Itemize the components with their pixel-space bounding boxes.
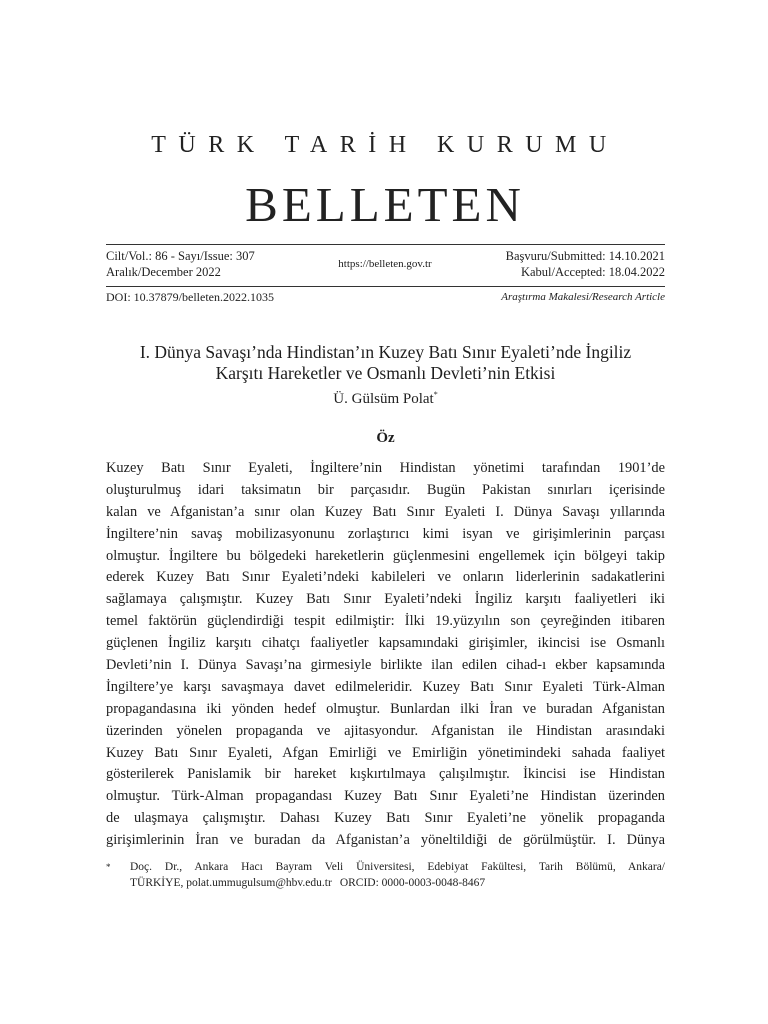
abstract-line: Devleti’nin I. Dünya Savaşı’na girmesiyle birlikte ilan edilen cihad-ı ekber kapsamında: [106, 657, 665, 674]
footnote-mark: *: [106, 862, 111, 872]
abstract-line: girişimlerinin İran ve buradan da Afganistan’a yöneltildiği de görülmüştür. I. Dünya: [106, 832, 665, 849]
submission-dates: [506, 248, 665, 280]
abstract-line: kalan ve Afganistan’a sınır olan Kuzey Batı Sınır Eyaleti I. Dünya Savaşı yıllarında: [106, 503, 665, 520]
accepted-date: Kabul/Accepted: 18.04.2022: [520, 265, 665, 279]
article-type: Araştırma Makalesi/Research Article: [501, 291, 665, 303]
author-footnote: [106, 860, 665, 891]
abstract-heading: Öz: [376, 430, 395, 446]
abstract-line: İngiltere’nin savaş mobilizasyonunu zorlaştırıcı kimi isyan ve girişimlerinin parçası: [106, 525, 665, 542]
author: [106, 390, 665, 408]
abstract-line: olmuştur. İngiltere bu bölgedeki hareketlerin güçlenmesini engellemek için bölgeyi takip: [106, 547, 665, 564]
journal-title: BELLETEN: [245, 177, 525, 232]
abstract-line: propagandasına iki yönden hedef olmuştur. Bunlardan ilki İran ve buradan Afganistan: [106, 700, 665, 717]
footnote-orcid[interactable]: ORCID: 0000-0003-0048-8467: [339, 876, 486, 889]
footnote-email[interactable]: TÜRKİYE, polat.ummugulsum@hbv.edu.tr: [130, 876, 332, 889]
volume-issue: Cilt/Vol.: 86 - Sayı/Issue: 307: [106, 249, 255, 263]
header-bottom-rule: [106, 286, 665, 287]
author-name: Ü. Gülsüm Polat: [333, 391, 434, 407]
footnote-text: [130, 860, 665, 891]
issue-date: Aralık/December 2022: [106, 265, 221, 279]
title-line: Karşıtı Hareketler ve Osmanlı Devleti’nin Etkisi: [215, 363, 556, 383]
title-line: I. Dünya Savaşı’nda Hindistan’ın Kuzey Batı Sınır Eyaleti’nde İngiliz: [139, 342, 632, 362]
abstract-line: Kuzey Batı Sınır Eyaleti, İngiltere’nin Hindistan yönetimi tarafından 1901’de: [106, 460, 665, 476]
institution-name: TÜRK TARİH KURUMU: [151, 132, 619, 158]
header-top-rule: [106, 244, 665, 245]
footnote-affiliation: Doç. Dr., Ankara Hacı Bayram Veli Üniversitesi, Edebiyat Fakültesi, Tarih Bölümü, Ankara/: [130, 861, 665, 873]
abstract-line: güçlenen İngiliz karşıtı cihatçı faaliyetler kapsamındaki girişimler, ikincisi ise Osmanlı: [106, 635, 665, 652]
abstract-line: olmuştur. Türk-Alman propagandası Kuzey Batı Sınır Eyaleti’ne Hindistan üzerinden: [106, 788, 665, 805]
article-title: [106, 342, 665, 384]
abstract-line: oluşturulmuş idari taksimatın bir parçasıdır. Bugün Pakistan sınırları içerisinde: [106, 481, 665, 498]
abstract-line: sağlamaya çalışmıştır. Kuzey Batı Sınır Eyaleti’ndeki İngiliz karşıtı faaliyetleri iki: [106, 591, 665, 608]
abstract-line: gösterilerek Panislamik bir hareket kışkırtılmaya çalışılmıştır. İkincisi ise Hindistan: [106, 766, 665, 783]
issue-info: [106, 248, 255, 280]
submitted-date: Başvuru/Submitted: 14.10.2021: [505, 249, 665, 263]
doi[interactable]: DOI: 10.37879/belleten.2022.1035: [106, 290, 274, 304]
abstract-line: İngiltere’ye karşı savaşmaya davet edilmeleridir. Kuzey Batı Sınır Eyaleti Türk-Alman: [106, 678, 665, 695]
author-footnote-mark: *: [433, 390, 438, 399]
footnote-contact: [130, 876, 665, 892]
abstract-line: temel faktörün güçlendirdiği tespit edilmiştir: İlki 19.yüzyılın son çeyreğinden itibaren: [106, 613, 665, 630]
abstract-body: [106, 458, 665, 852]
abstract-line: üzerinden yönelen propaganda ve ajitasyondur. Afganistan ile Hindistan arasındaki: [106, 722, 665, 739]
abstract-line: de ulaşmaya çalışmıştır. Dahası Kuzey Batı Sınır Eyaleti’ne yönelik propaganda: [106, 810, 665, 827]
journal-url[interactable]: https://belleten.gov.tr: [338, 258, 432, 270]
abstract-line: Kuzey Batı Sınır Eyaleti, Afgan Emirliği ve Emirliğin yönetimindeki sahada faaliyet: [106, 744, 665, 761]
abstract-line: ederek Kuzey Batı Sınır Eyaleti’ndeki kabileleri ve onların liderlerinin sadakatlerini: [106, 569, 665, 586]
